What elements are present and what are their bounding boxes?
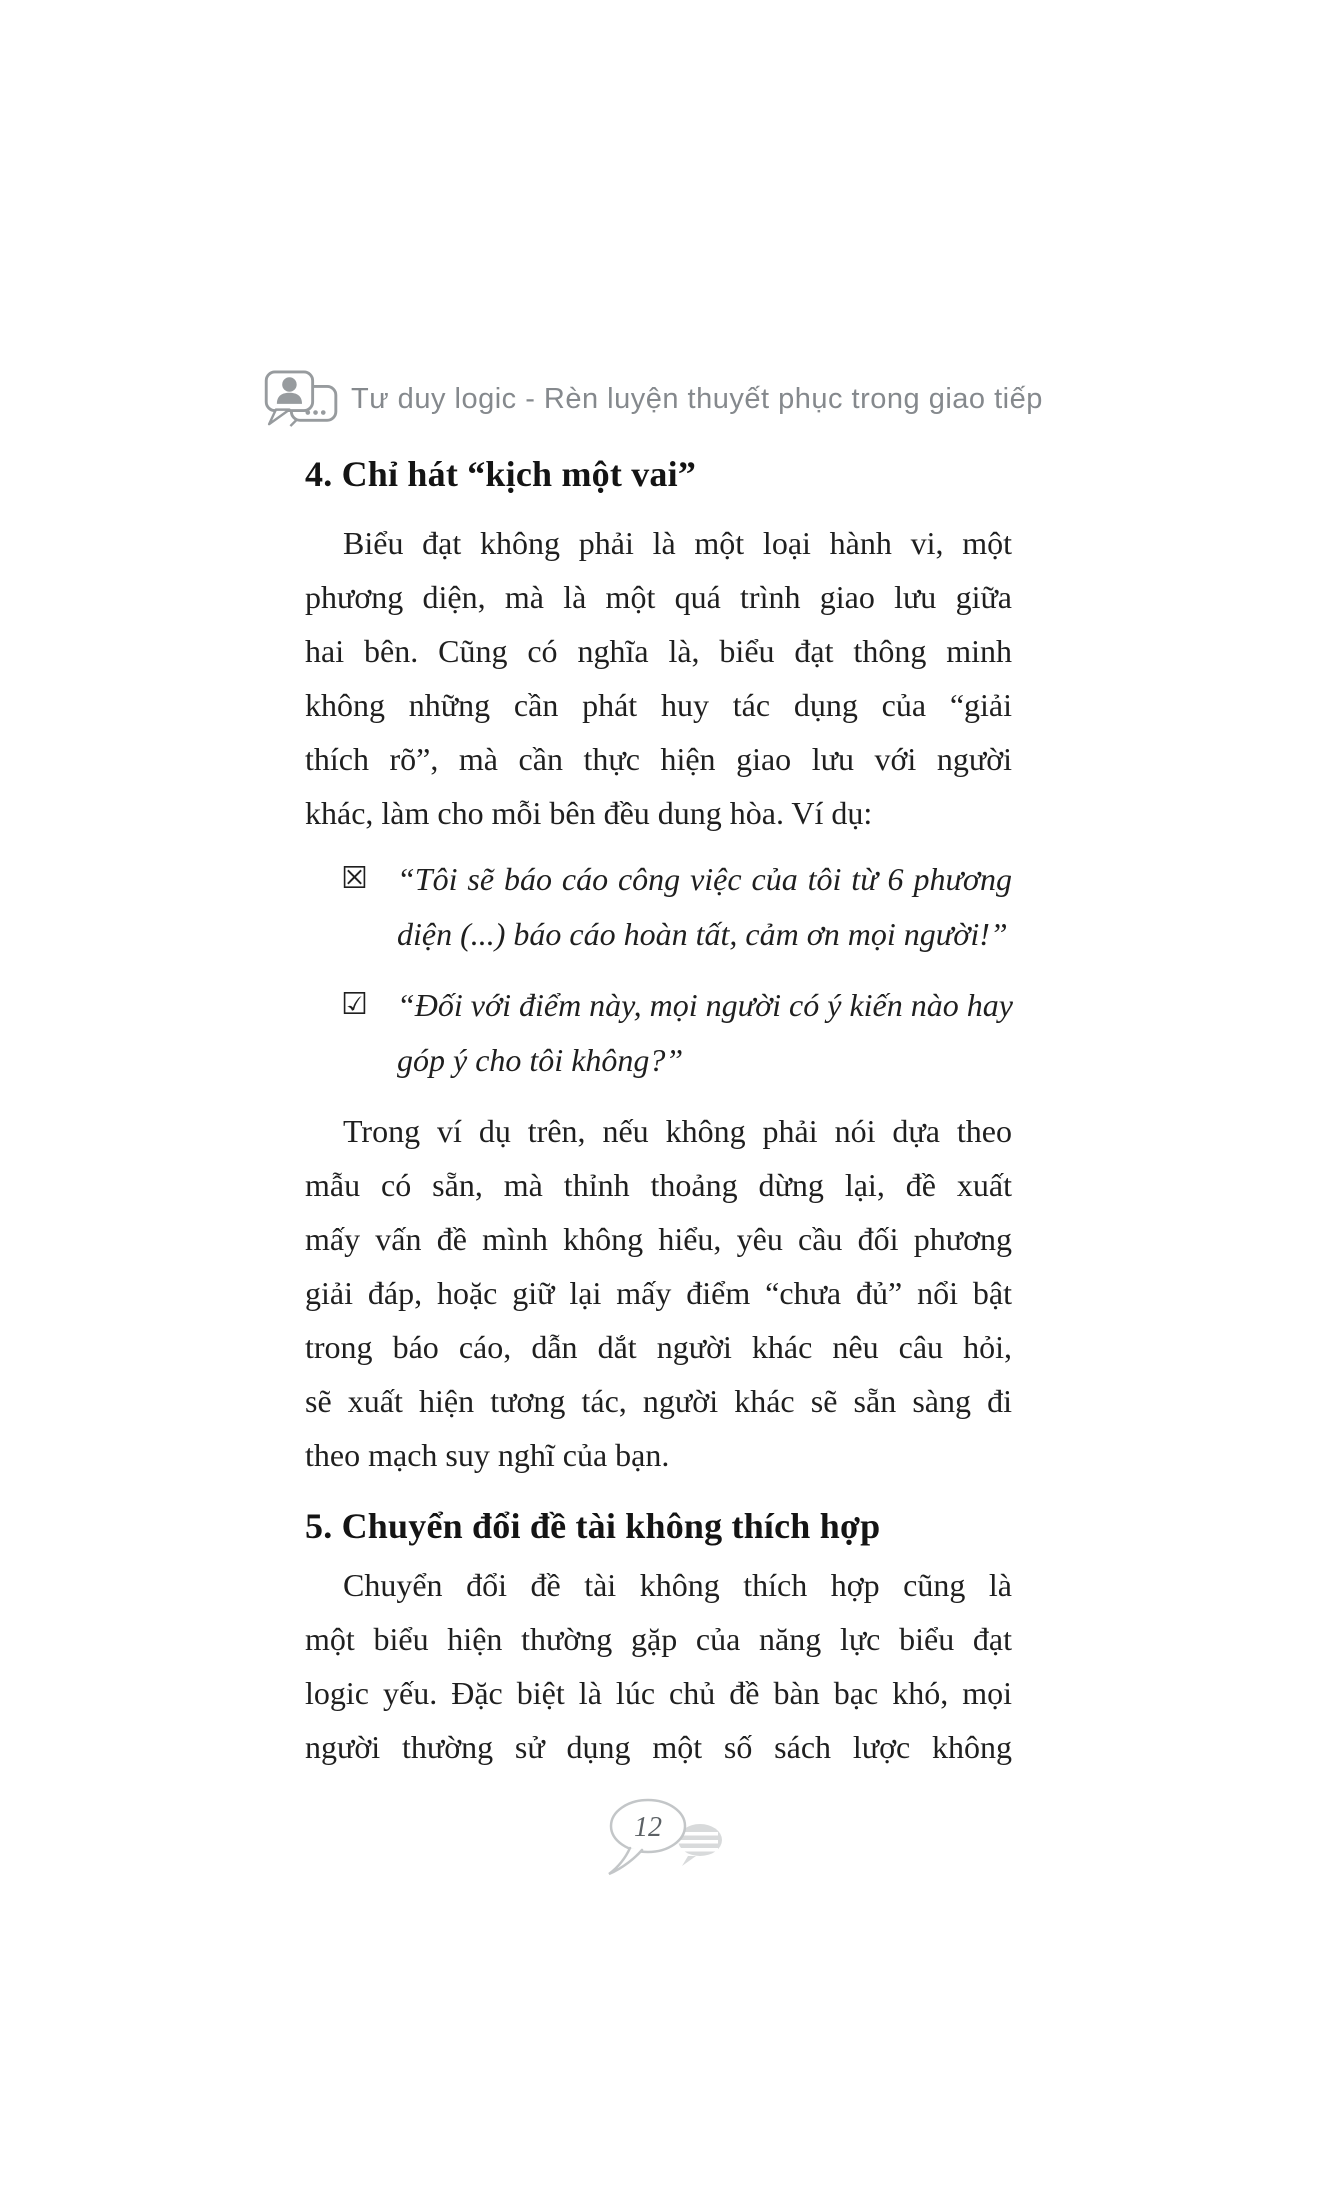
section-heading-5: 5. Chuyển đổi đề tài không thích hợp xyxy=(305,1506,881,1546)
text-line: hai bên. Cũng có nghĩa là, biểu đạt thông minh xyxy=(305,633,1012,669)
text-line: một biểu hiện thường gặp của năng lực biểu đạt xyxy=(305,1621,1012,1657)
text-line: sẽ xuất hiện tương tác, người khác sẽ sẵn sàng đi xyxy=(305,1383,1012,1419)
ballot-box-with-x-icon: ☒ xyxy=(341,861,368,896)
example-quote-right xyxy=(305,978,1012,1088)
paragraph-1 xyxy=(305,516,1012,840)
running-header xyxy=(263,370,1043,428)
page-content xyxy=(305,370,1043,1786)
text-line: người thường sử dụng một số sách lược không xyxy=(305,1729,1012,1765)
text-line: Biểu đạt không phải là một loại hành vi, một xyxy=(343,525,1012,561)
quote-line: diện (...) báo cáo hoàn tất, cảm ơn mọi người!” xyxy=(397,916,1008,952)
ballot-box-with-check-icon: ☑ xyxy=(341,987,368,1022)
page-number: 12 xyxy=(634,1812,662,1843)
text-line: trong báo cáo, dẫn dắt người khác nêu câu hỏi, xyxy=(305,1329,1012,1365)
text-line: thích rõ”, mà cần thực hiện giao lưu với người xyxy=(305,741,1012,777)
text-line: Chuyển đổi đề tài không thích hợp cũng là xyxy=(343,1567,1012,1603)
text-line: mẫu có sẵn, mà thỉnh thoảng dừng lại, đề xuất xyxy=(305,1167,1012,1203)
text-line: không những cần phát huy tác dụng của “giải xyxy=(305,687,1012,723)
paragraph-3 xyxy=(305,1558,1012,1774)
example-quote-wrong xyxy=(305,852,1012,962)
paragraph-2 xyxy=(305,1104,1012,1482)
section-heading-4: 4. Chỉ hát “kịch một vai” xyxy=(305,454,697,494)
text-line: theo mạch suy nghĩ của bạn. xyxy=(305,1437,670,1473)
text-line: khác, làm cho mỗi bên đều dung hòa. Ví dụ: xyxy=(305,795,873,831)
page-number-bubble xyxy=(604,1794,730,1890)
text-line: giải đáp, hoặc giữ lại mấy điểm “chưa đủ” nổi bật xyxy=(305,1275,1012,1311)
text-line: Trong ví dụ trên, nếu không phải nói dựa theo xyxy=(343,1113,1012,1149)
quote-line: “Đối với điểm này, mọi người có ý kiến nào hay xyxy=(397,987,1013,1023)
quote-line: “Tôi sẽ báo cáo công việc của tôi từ 6 phương xyxy=(397,861,1012,897)
quote-line: góp ý cho tôi không?” xyxy=(397,1042,684,1078)
running-header-title: Tư duy logic - Rèn luyện thuyết phục trong giao tiếp xyxy=(351,382,1043,415)
text-line: phương diện, mà là một quá trình giao lưu giữa xyxy=(305,579,1012,615)
text-line: mấy vấn đề mình không hiểu, yêu cầu đối phương xyxy=(305,1221,1012,1257)
text-line: logic yếu. Đặc biệt là lúc chủ đề bàn bạc khó, mọi xyxy=(305,1675,1012,1711)
chat-person-icon xyxy=(263,370,341,428)
